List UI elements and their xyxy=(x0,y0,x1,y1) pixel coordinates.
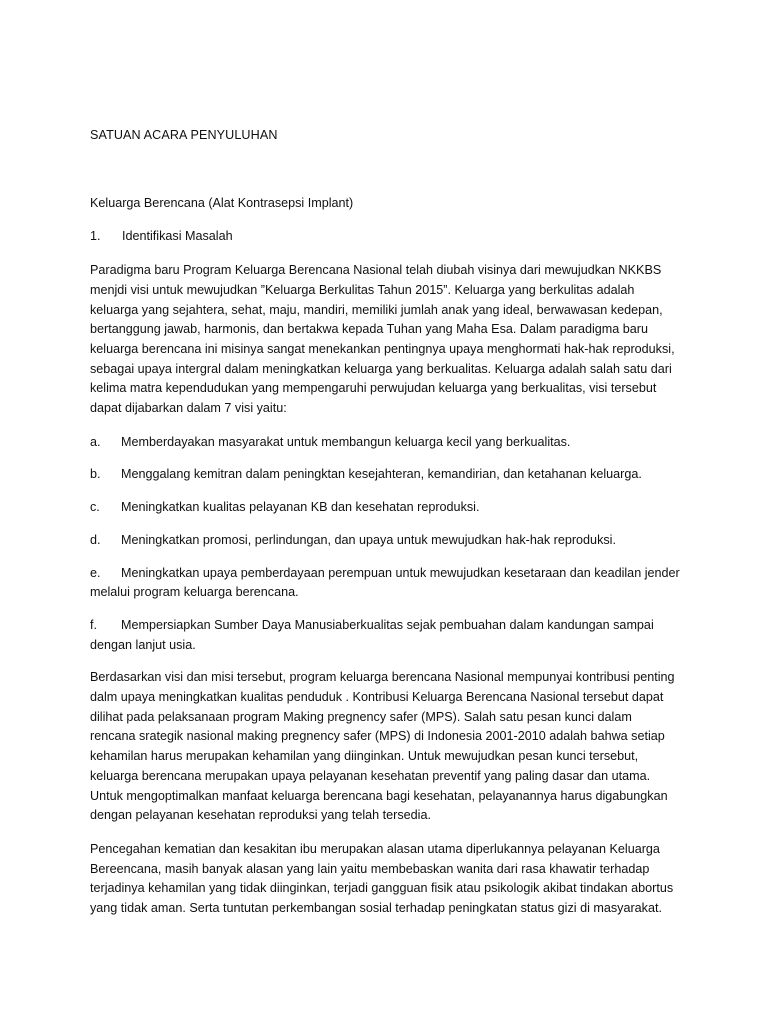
vision-item-letter: a. xyxy=(90,434,101,449)
paragraph-3: Pencegahan kematian dan kesakitan ibu merupakan alasan utama diperlukannya pelayanan Keluarga Bereencana, masih banyak alasan yang lain yaitu membebaskan wanita dari rasa khawatir terhadap terjadinya kehamilan yang tidak diinginkan, terjadi gangguan fisik atau psikologik akibat tindakan abortus yang tidak aman. Serta tuntutan perkembangan sosial terhadap peningkatan status gizi di masyarakat. xyxy=(90,841,674,916)
vision-item-letter: e. xyxy=(90,565,101,580)
vision-item-text: Menggalang kemitran dalam peningktan kesejahteran, kemandirian, dan ketahanan keluarga. xyxy=(121,467,642,482)
section-heading xyxy=(90,227,680,247)
vision-item-text: Memberdayakan masyarakat untuk membangun keluarga kecil yang berkualitas. xyxy=(121,434,571,449)
vision-item-f xyxy=(90,616,680,655)
document-title: SATUAN ACARA PENYULUHAN xyxy=(90,128,278,142)
section-heading-text: Identifikasi Masalah xyxy=(122,229,233,244)
vision-item-text: Meningkatkan kualitas pelayanan KB dan kesehatan reproduksi. xyxy=(121,500,480,515)
vision-item-e xyxy=(90,564,680,603)
section-number: 1. xyxy=(90,229,101,244)
vision-item-c xyxy=(90,498,680,518)
vision-item-d xyxy=(90,531,680,551)
vision-item-letter: b. xyxy=(90,467,101,482)
vision-list xyxy=(90,433,680,656)
vision-item-text: Meningkatkan upaya pemberdayaan perempuan untuk mewujudkan kesetaraan dan keadilan jender melalui program keluarga berencana. xyxy=(90,565,680,600)
vision-item-text: Mempersiapkan Sumber Daya Manusiaberkualitas sejak pembuahan dalam kandungan sampai dengan lanjut usia. xyxy=(90,617,654,652)
vision-item-a xyxy=(90,433,680,453)
vision-item-letter: c. xyxy=(90,500,100,515)
vision-item-letter: d. xyxy=(90,532,101,547)
vision-item-letter: f. xyxy=(90,617,97,632)
vision-item-text: Meningkatkan promosi, perlindungan, dan upaya untuk mewujudkan hak-hak reproduksi. xyxy=(121,532,616,547)
paragraph-2: Berdasarkan visi dan misi tersebut, program keluarga berencana Nasional mempunyai kontribusi penting dalm upaya meningkatkan kualitas penduduk . Kontribusi Keluarga Berencana Nasional tersebut dapat dilihat pada pelaksanaan program Making pregnency safer (MPS). Salah satu pesan kunci dalam rencana srategik nasional making pregnency safer (MPS) di Indonesia 2001-2010 adalah bahwa setiap kehamilan harus merupakan kehamilan yang diinginkan. Untuk mewujudkan pesan kunci tersebut, keluarga berencana merupakan upaya pelayanan kesehatan preventif yang paling dasar dan utama. Untuk mengoptimalkan manfaat keluarga berencana bagi kesehatan, pelayanannya harus digabungkan dengan pelayanan kesehatan reproduksi yang telah tersedia. xyxy=(90,670,675,823)
vision-item-b xyxy=(90,465,680,485)
paragraph-1: Paradigma baru Program Keluarga Berencana Nasional telah diubah visinya dari mewujudkan NKKBS menjdi visi untuk mewujudkan ”Keluarga Berkulitas Tahun 2015”. Keluarga yang berkulitas adalah keluarga yang sejahtera, sehat, maju, mandiri, memiliki jumlah anak yang ideal, berwawasan kedepan, bertanggung jawab, harmonis, dan bertakwa kepada Tuhan yang Maha Esa. Dalam paradigma baru keluarga berencana ini misinya sangat menekankan pentingnya upaya menghormati hak-hak reproduksi, sebagai upaya intergral dalam meningkatkan keluarga yang berkualitas. Keluarga adalah salah satu dari kelima matra kependudukan yang mempengaruhi perwujudan keluarga yang berkualitas, visi tersebut dapat dijabarkan dalam 7 visi yaitu: xyxy=(90,263,675,416)
document-subtitle: Keluarga Berencana (Alat Kontrasepsi Implant) xyxy=(90,195,354,210)
